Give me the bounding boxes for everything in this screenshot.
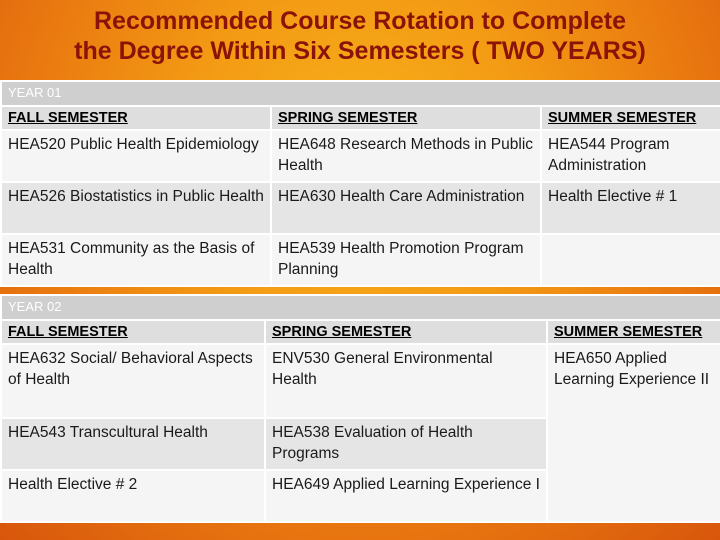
year-01-header-fall: FALL SEMESTER <box>1 106 271 130</box>
year-01-label: YEAR 01 <box>1 81 720 106</box>
year-02-label: YEAR 02 <box>1 295 720 320</box>
table-row <box>1 234 720 286</box>
table-cell: HEA520 Public Health Epidemiology <box>1 130 271 182</box>
year-02-header-spring: SPRING SEMESTER <box>265 320 547 344</box>
year-02-header-summer: SUMMER SEMESTER <box>547 320 720 344</box>
year-01-header-summer: SUMMER SEMESTER <box>541 106 720 130</box>
table-cell: HEA632 Social/ Behavioral Aspects of Health <box>1 344 265 418</box>
year-02-header-fall: FALL SEMESTER <box>1 320 265 344</box>
table-cell: HEA649 Applied Learning Experience I <box>265 470 547 522</box>
table-cell: HEA539 Health Promotion Program Planning <box>271 234 541 286</box>
table-cell: HEA650 Applied Learning Experience II <box>547 344 720 522</box>
table-cell: HEA630 Health Care Administration <box>271 182 541 234</box>
table-row <box>1 130 720 182</box>
table-cell: Health Elective # 1 <box>541 182 720 234</box>
slide-title-line-1: Recommended Course Rotation to Complete <box>94 7 626 35</box>
table-cell: HEA544 Program Administration <box>541 130 720 182</box>
table-cell: HEA531 Community as the Basis of Health <box>1 234 271 286</box>
year-01-header-spring: SPRING SEMESTER <box>271 106 541 130</box>
slide-title-line-2: the Degree Within Six Semesters ( TWO YEARS) <box>74 37 646 65</box>
table-cell: HEA543 Transcultural Health <box>1 418 265 470</box>
table-cell <box>541 234 720 286</box>
table-cell: Health Elective # 2 <box>1 470 265 522</box>
year-02-table <box>0 294 720 523</box>
table-row <box>1 344 720 418</box>
table-cell: HEA648 Research Methods in Public Health <box>271 130 541 182</box>
table-cell: ENV530 General Environmental Health <box>265 344 547 418</box>
table-cell: HEA538 Evaluation of Health Programs <box>265 418 547 470</box>
year-01-table <box>0 80 720 287</box>
table-row <box>1 182 720 234</box>
slide-title <box>0 6 720 66</box>
table-cell: HEA526 Biostatistics in Public Health <box>1 182 271 234</box>
